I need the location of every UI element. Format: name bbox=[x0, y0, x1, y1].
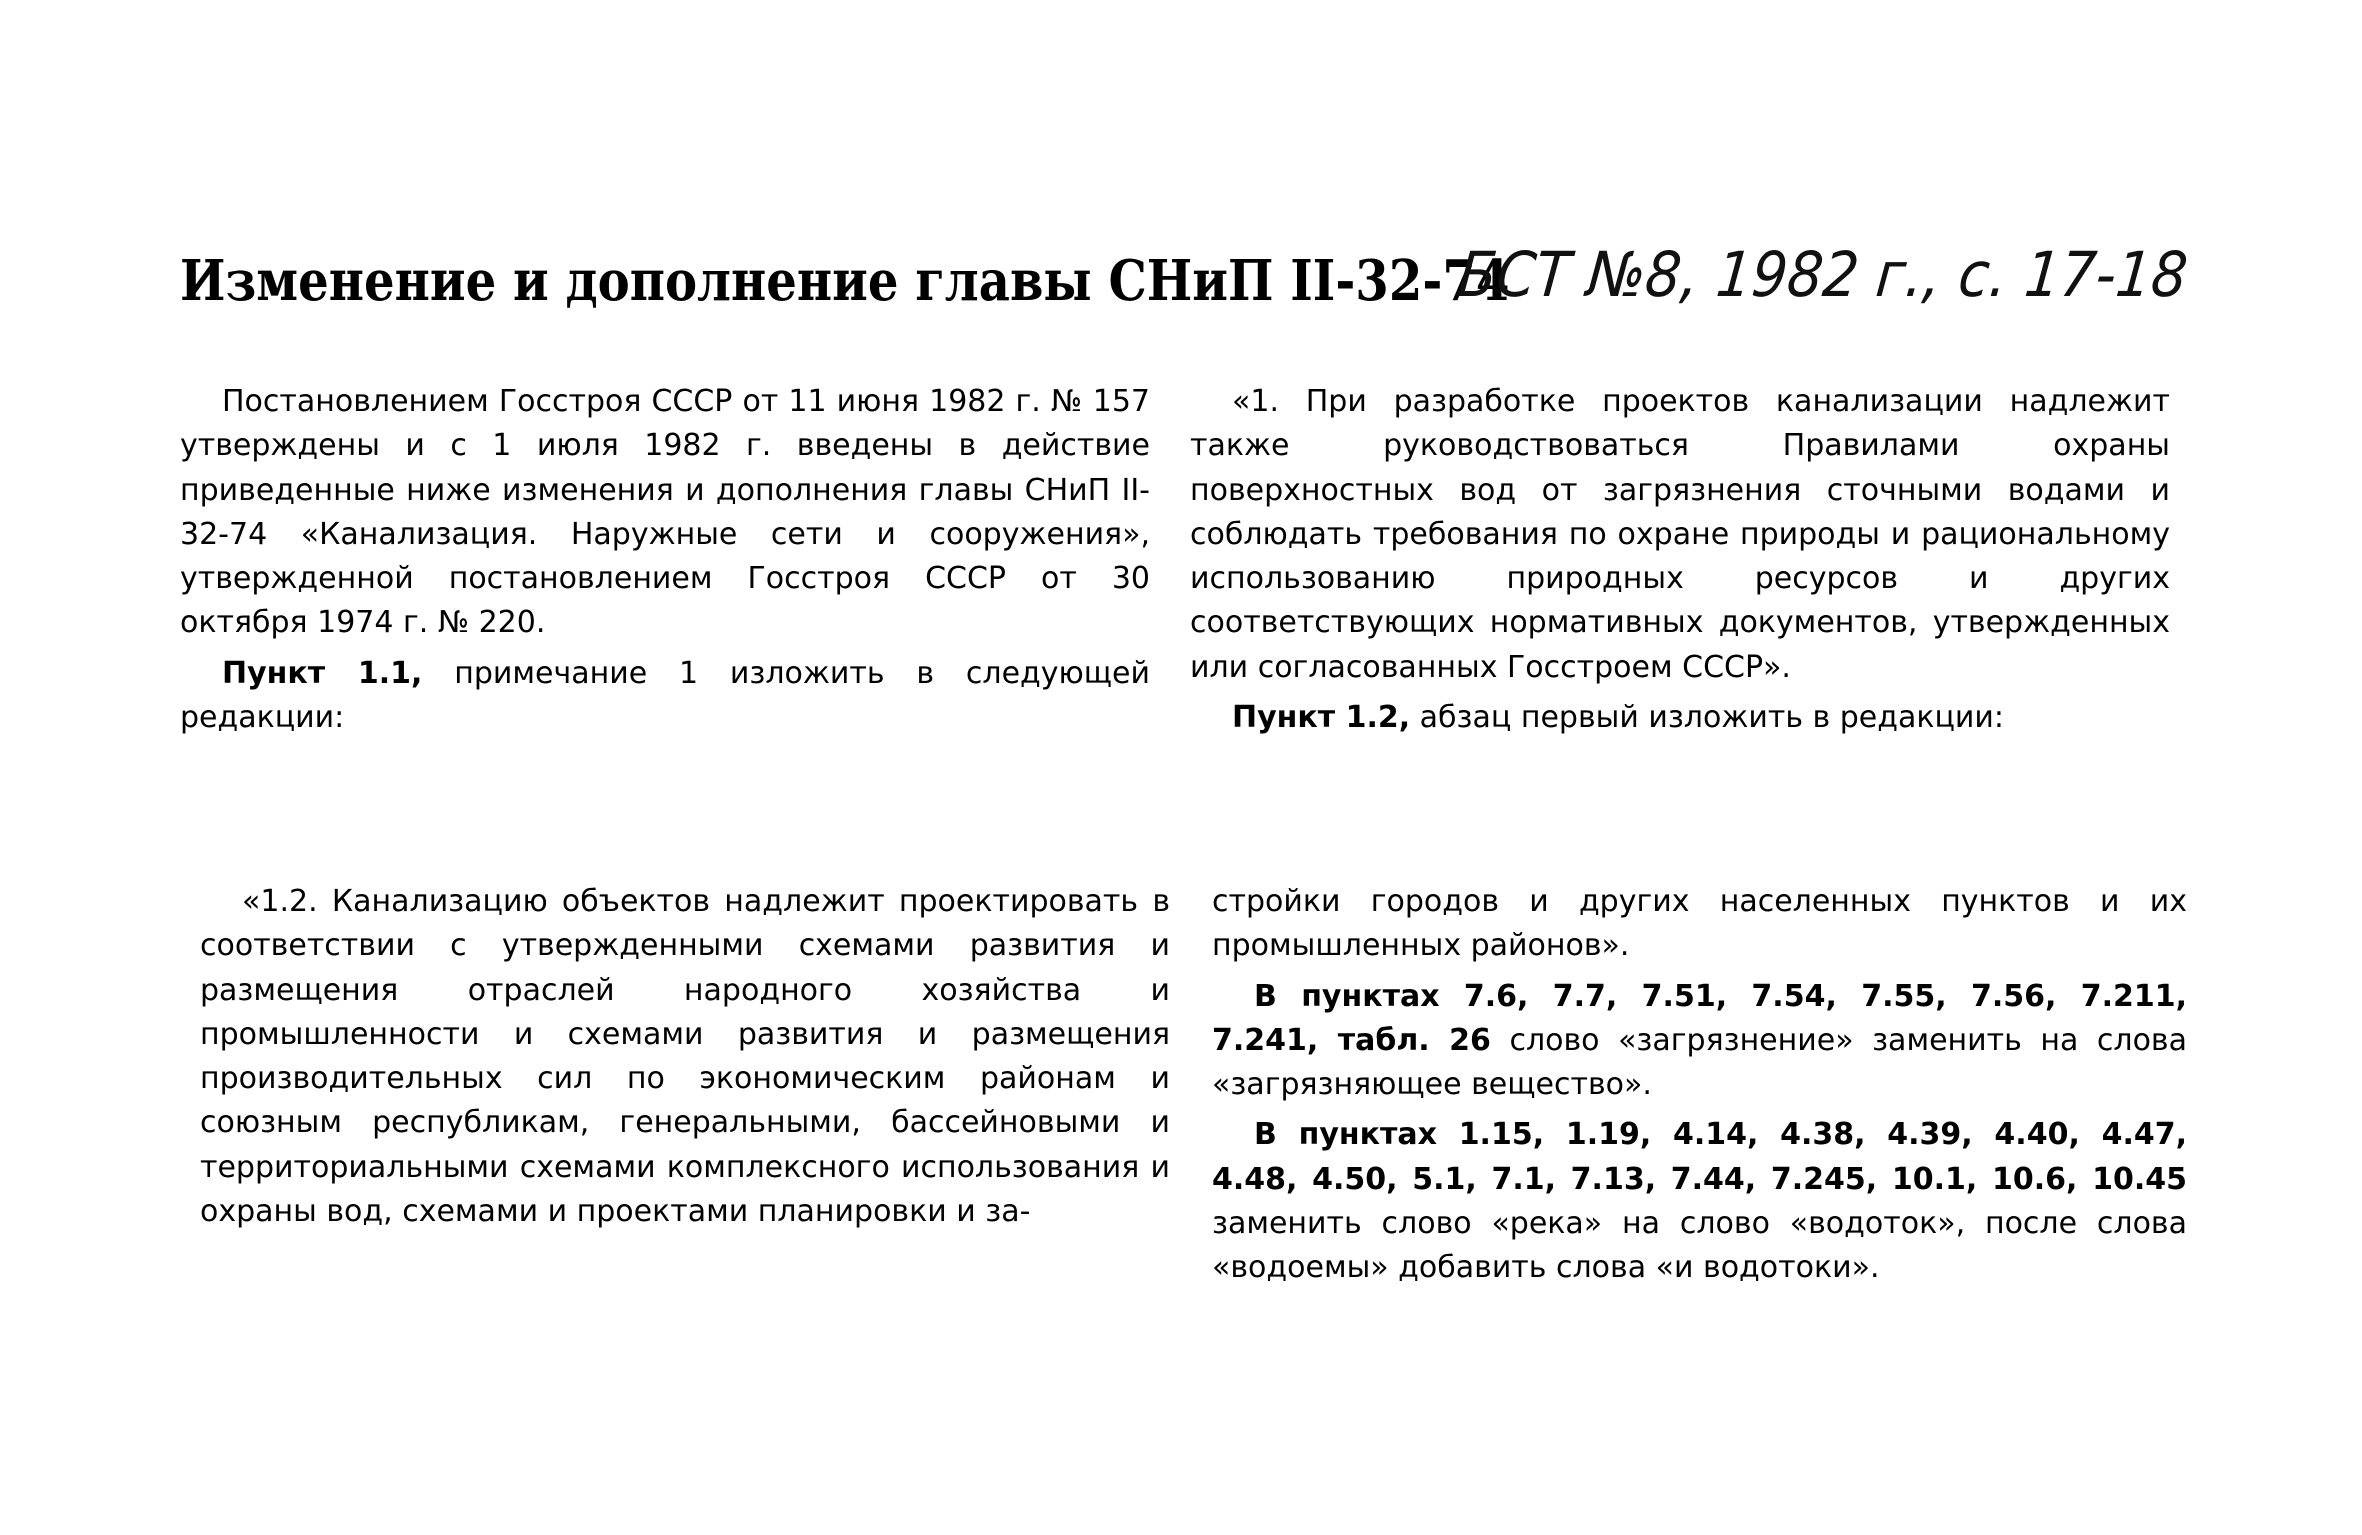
paragraph-note-1: «1. При разработке проектов канализации надлежит также руководствоваться Правилами охраны поверхностных вод от загрязнения сточными водами и соблюдать требования по охране природы и рациональному использованию природных ресурсов и других соответствующих нормативных документов, утвержденных или согласованных Госстроем СССР». bbox=[1190, 384, 2170, 685]
item-text: слово «загрязнение» заменить на слова «загрязняющее вещество». bbox=[1212, 1022, 2187, 1103]
column-bottom-right bbox=[1212, 880, 2187, 1297]
item-text: абзац первый изложить в редакции: bbox=[1410, 700, 2005, 736]
handwritten-note: БСТ №8, 1982 г., с. 17-18 bbox=[1455, 238, 2191, 311]
column-bottom-left bbox=[200, 880, 1170, 1240]
item-ref: Пункт 1.1, bbox=[222, 655, 423, 691]
paragraph-item-1-2 bbox=[1190, 696, 2170, 740]
paragraph-1-2-text: «1.2. Канализацию объектов надлежит проектировать в соответствии с утвержденными схемами развития и размещения отраслей народного хозяйства и промышленности и схемами развития и размещения производительных сил по экономическим районам и союзным республикам, генеральными, бассейновыми и территориальными схемами комплексного использования и охраны вод, схемами и проектами планировки и за- bbox=[200, 884, 1170, 1230]
item-ref: В пунктах 1.15, 1.19, 4.14, 4.38, 4.39, 4.40, 4.47, 4.48, 4.50, 5.1, 7.1, 7.13, 7.44, 7.245, 10.1, 10.6, 10.45 bbox=[1212, 1117, 2187, 1197]
paragraph-decree: Постановлением Госстроя СССР от 11 июня 1982 г. № 157 утверждены и с 1 июля 1982 г. введены в действие приведенные ниже изменения и дополнения главы СНиП II-32-74 «Канализация. Наружные сети и сооружения», утвержденной постановлением Госстроя СССР от 30 октября 1974 г. № 220. bbox=[180, 384, 1150, 641]
paragraph-river-replace bbox=[1212, 1113, 2187, 1290]
paragraph-item-1-1 bbox=[180, 652, 1150, 741]
item-text: заменить слово «река» на слово «водоток», после слова «водоемы» добавить слова «и водотоки». bbox=[1212, 1206, 2187, 1286]
item-ref: Пункт 1.2, bbox=[1232, 700, 1411, 736]
column-top-right bbox=[1190, 380, 2170, 746]
column-top-left bbox=[180, 380, 1150, 746]
paragraph-pollution-replace bbox=[1212, 975, 2187, 1108]
item-ref: В пунктах 7.6, 7.7, 7.51, 7.54, 7.55, 7.56, 7.211, 7.241, табл. 26 bbox=[1212, 978, 2187, 1058]
paragraph-1-2-continued: стройки городов и других населенных пунктов и их промышленных районов». bbox=[1212, 884, 2187, 964]
document-title: Изменение и дополнение главы СНиП II-32-74 bbox=[180, 248, 1510, 314]
item-text: примечание 1 изложить в следующей редакции: bbox=[180, 655, 1150, 736]
